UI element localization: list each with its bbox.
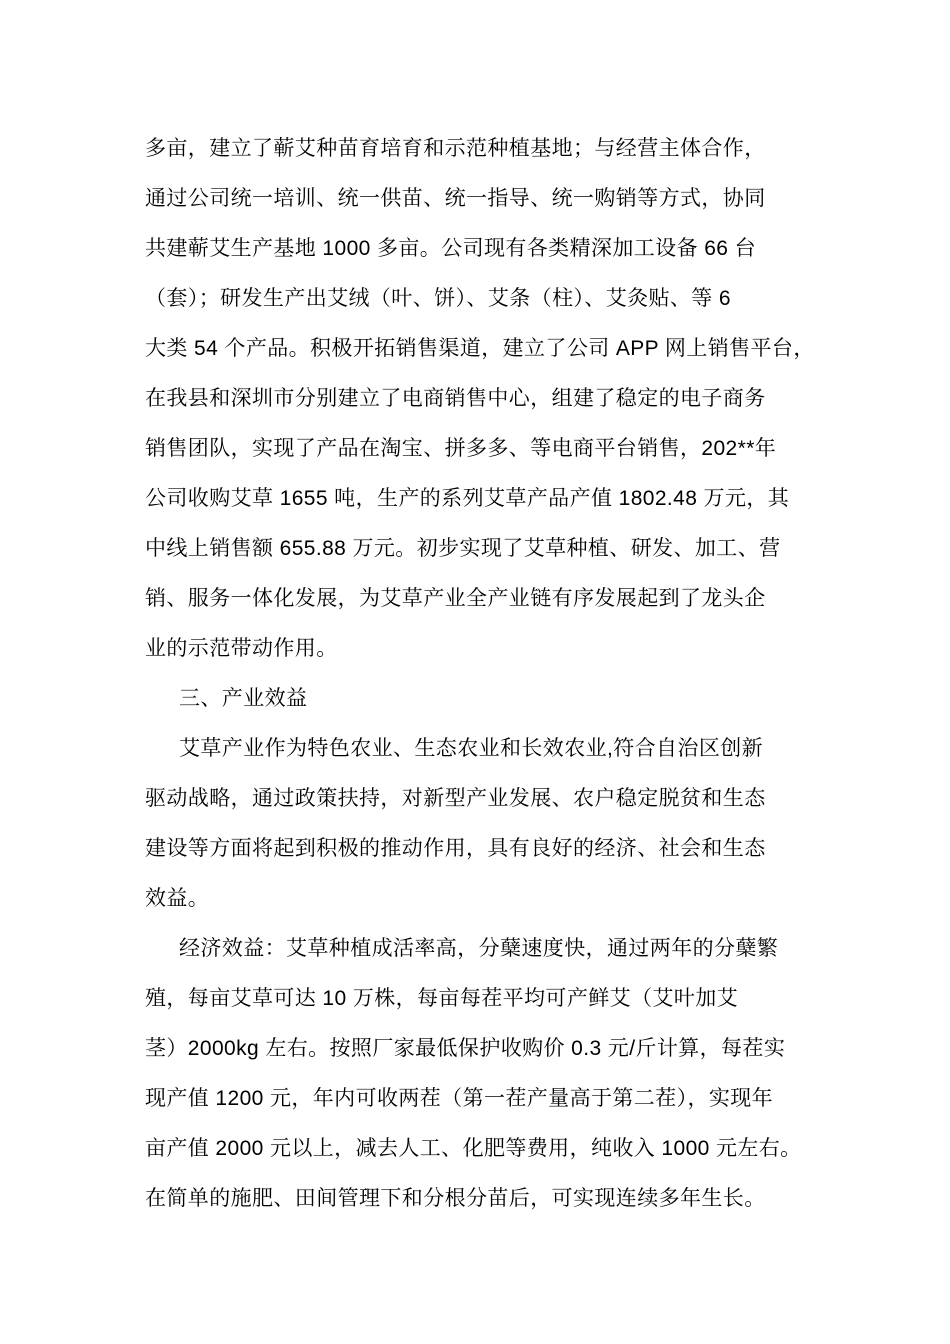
- text-line: 经济效益：艾草种植成活率高，分蘖速度快，通过两年的分蘖繁: [179, 937, 779, 960]
- text-line: 销售团队，实现了产品在淘宝、拼多多、等电商平台销售，202**年: [145, 437, 777, 460]
- text-line: 在我县和深圳市分别建立了电商销售中心，组建了稳定的电子商务: [145, 387, 766, 410]
- text-line: 通过公司统一培训、统一供苗、统一指导、统一购销等方式，协同: [145, 187, 766, 210]
- text-line: 建设等方面将起到积极的推动作用，具有良好的经济、社会和生态: [145, 837, 766, 860]
- text-line: 共建蕲艾生产基地 1000 多亩。公司现有各类精深加工设备 66 台: [145, 237, 757, 260]
- text-line: 中线上销售额 655.88 万元。初步实现了艾草种植、研发、加工、营: [145, 537, 781, 560]
- text-line: 在简单的施肥、田间管理下和分根分苗后，可实现连续多年生长。: [145, 1187, 766, 1210]
- text-line: 销、服务一体化发展，为艾草产业全产业链有序发展起到了龙头企: [145, 587, 766, 610]
- text-line: 亩产值 2000 元以上，减去人工、化肥等费用，纯收入 1000 元左右。: [145, 1137, 802, 1160]
- text-line: 驱动战略，通过政策扶持，对新型产业发展、农户稳定脱贫和生态: [145, 787, 766, 810]
- section-heading: 三、产业效益: [179, 687, 308, 710]
- text-line: 茎）2000kg 左右。按照厂家最低保护收购价 0.3 元/斤计算，每茬实: [145, 1037, 786, 1060]
- text-line: 艾草产业作为特色农业、生态农业和长效农业,符合自治区创新: [179, 737, 764, 760]
- text-line: 大类 54 个产品。积极开拓销售渠道，建立了公司 APP 网上销售平台，: [145, 337, 815, 360]
- text-line: （套）；研发生产出艾绒（叶、饼）、艾条（柱）、艾灸贴、等 6: [145, 287, 732, 310]
- text-line: 殖，每亩艾草可达 10 万株，每亩每茬平均可产鲜艾（艾叶加艾: [145, 987, 739, 1010]
- text-line: 多亩，建立了蕲艾种苗育培育和示范种植基地；与经营主体合作，: [145, 137, 766, 160]
- text-line: 业的示范带动作用。: [145, 637, 338, 660]
- text-line: 公司收购艾草 1655 吨，生产的系列艾草产品产值 1802.48 万元，其: [145, 487, 790, 510]
- text-line: 现产值 1200 元，年内可收两茬（第一茬产量高于第二茬），实现年: [145, 1087, 774, 1110]
- text-line: 效益。: [145, 887, 210, 910]
